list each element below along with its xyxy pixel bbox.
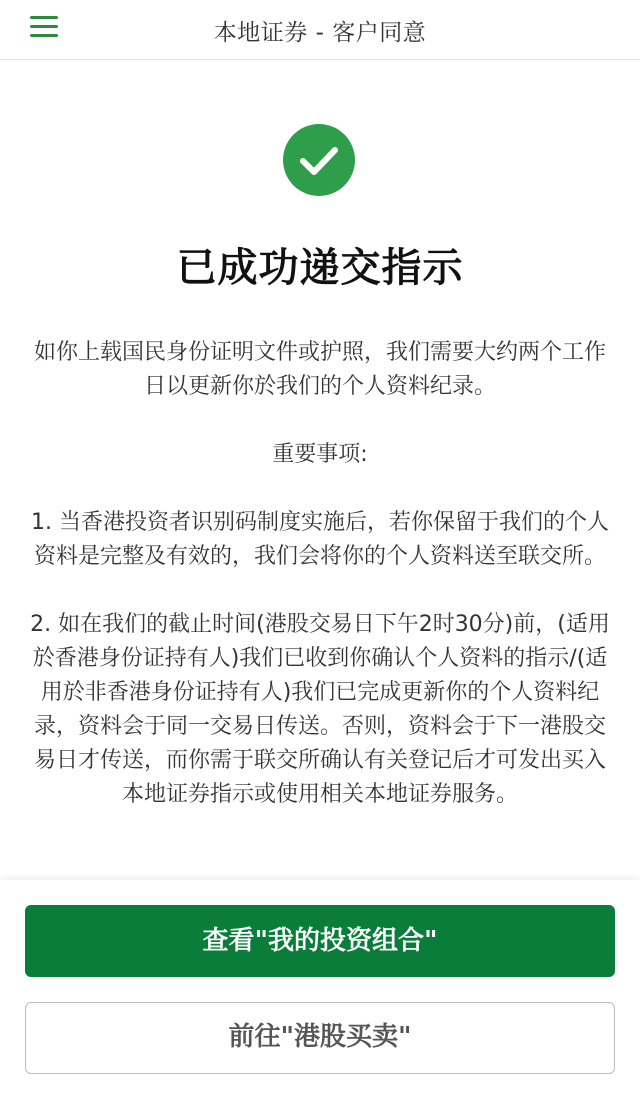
notice-heading: 重要事项: [272,442,368,467]
action-footer [0,880,640,1100]
success-title: 已成功递交指示 [176,245,464,291]
check-circle-svg [283,124,355,196]
page-title: 本地证券 - 客户同意 [213,20,427,46]
app-header [0,0,640,60]
check-circle-icon [283,124,355,196]
notice-item-1: 1. 当香港投资者识别码制度实施后，若你保留于我们的个人资料是完整及有效的，我们会将你的个人资料送至联交所。 [31,510,609,569]
info-content [30,336,610,846]
notice-item-2: 2. 如在我们的截止时间(港股交易日下午2时30分)前，(适用於香港身份证持有人)我们已收到你确认个人资料的指示/(适用於非香港身份证持有人)我们已完成更新你的个人资料纪录，资料会于同一交易日传送。否则，资料会于下一港股交易日才传送，而你需于联交所确认有关登记后才可发出买入本地证券指示或使用相关本地证券服务。 [30,612,610,807]
intro-text: 如你上载国民身份证明文件或护照，我们需要大约两个工作日以更新你於我们的个人资料纪录。 [33,340,606,399]
go-to-hk-trading-button[interactable]: 前往"港股买卖" [25,1002,615,1074]
view-portfolio-button[interactable]: 查看"我的投资组合" [25,905,615,977]
